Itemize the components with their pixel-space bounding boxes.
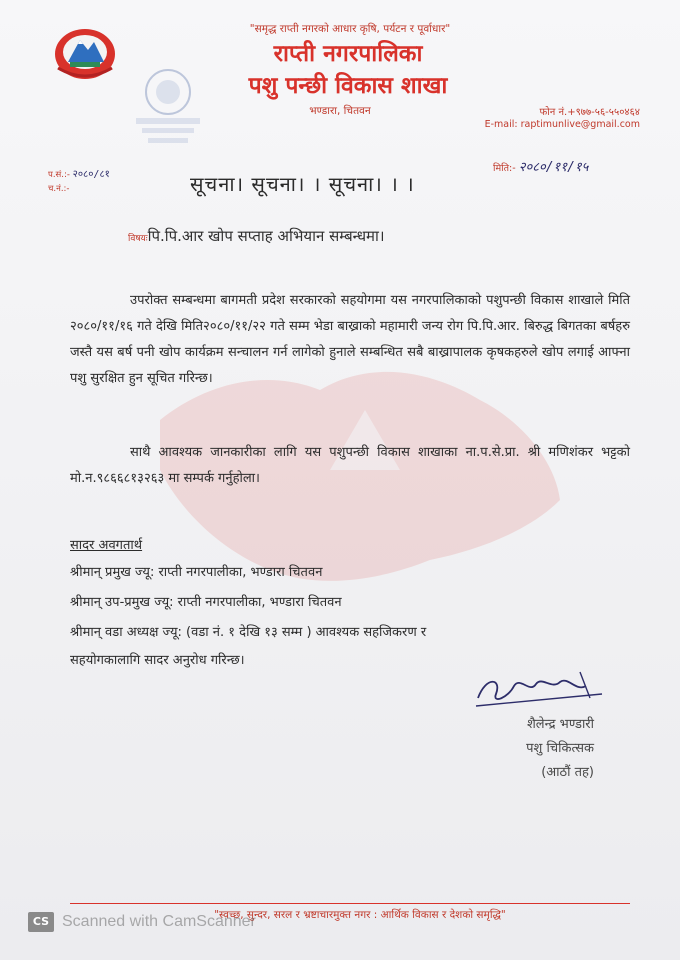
cn-label: च.नं.:- <box>48 184 70 194</box>
reference-number <box>48 166 110 180</box>
subject-line <box>128 226 385 246</box>
signatory-level: (आठौं तह) <box>541 765 594 780</box>
dispatch-number <box>48 183 69 194</box>
municipality-title: राप्ती नगरपालिका <box>273 41 423 67</box>
notice-heading: सूचना। सूचना। । सूचना। । । <box>190 172 415 196</box>
camscanner-logo-icon: CS <box>28 912 54 932</box>
subject-text: पि.पि.आर खोप सप्ताह अभियान सम्बन्धमा। <box>147 227 385 245</box>
subject-label: विषयः <box>128 234 148 244</box>
ps-label: प.सं.:- <box>48 170 70 180</box>
scanner-watermark <box>28 912 256 932</box>
department-title: पशु पन्छी विकास शाखा <box>248 73 448 99</box>
scanner-watermark-text: Scanned with CamScanner <box>62 913 256 930</box>
footer-divider <box>70 903 630 904</box>
letterhead-motto: "समृद्ध राप्ती नगरको आधार कृषि, पर्यटन र पूर्वाधार" <box>249 23 451 35</box>
letter-date <box>493 157 588 175</box>
cc-line-mayor: श्रीमान् प्रमुख ज्यू: राप्ती नगरपालीका, भण्डारा चितवन <box>70 565 323 580</box>
office-address: भण्डारा, चितवन <box>309 105 371 117</box>
body-paragraph-2: साथै आवश्यक जानकारीका लागि यस पशुपन्छी विकास शाखाका ना.प.से.प्रा. श्री मणिशंकर भट्टको मो.न.९८६६८१३२६३ मा सम्पर्क गर्नुहोला। <box>70 445 630 486</box>
cc-heading: सादर अवगतार्थ <box>70 538 143 553</box>
signatory-designation: पशु चिकित्सक <box>526 741 594 756</box>
office-email: E-mail: raptimunlive@gmail.com <box>484 119 640 130</box>
nepal-emblem-icon <box>52 24 118 82</box>
handwritten-signature-icon <box>472 668 607 713</box>
date-value: २०८०/११/१५ <box>518 160 589 175</box>
office-phone: फोन नं.+९७७-५६-५५०४६४ <box>539 107 640 118</box>
body-paragraph-1: उपरोक्त सम्बन्धमा बागमती प्रदेश सरकारको सहयोगमा यस नगरपालिकाको पशुपन्छी विकास शाखाले मिति २०८०/११/१६ गते देखि मिति२०८०/११/२२ गते सम्म भेडा बाख्राको महामारी जन्य रोग पि.पि.आर. बिरुद्ध बिगतका बर्षहरु जस्तै यस बर्ष पनी खोप कार्यक्रम सन्चालन गर्न लागेको हुनाले सम्बन्धित सबै बाख्रापालक कृषकहरुले खोप लगाई आफ्ना पशु सुरक्षित हुन सूचित गरिन्छ। <box>70 293 630 386</box>
cc-line-deputy-mayor: श्रीमान् उप-प्रमुख ज्यू: राप्ती नगरपालीका, भण्डारा चितवन <box>70 595 342 610</box>
date-label: मिति:- <box>493 163 516 174</box>
footer-slogan: "स्वच्छ, सुन्दर, सरल र भ्रष्टाचारमुक्त नगर : आर्थिक विकास र देशको समृद्धि" <box>214 909 506 921</box>
signatory-name: शैलेन्द्र भण्डारी <box>526 717 594 732</box>
cc-line-request: सहयोगकालागि सादर अनुरोध गरिन्छ। <box>70 653 245 668</box>
cc-line-ward-chairs: श्रीमान् वडा अध्यक्ष ज्यू: (वडा नं. १ देखि १३ सम्म ) आवश्यक सहजिकरण र <box>70 625 427 640</box>
ps-value: २०८०/८१ <box>72 169 110 180</box>
